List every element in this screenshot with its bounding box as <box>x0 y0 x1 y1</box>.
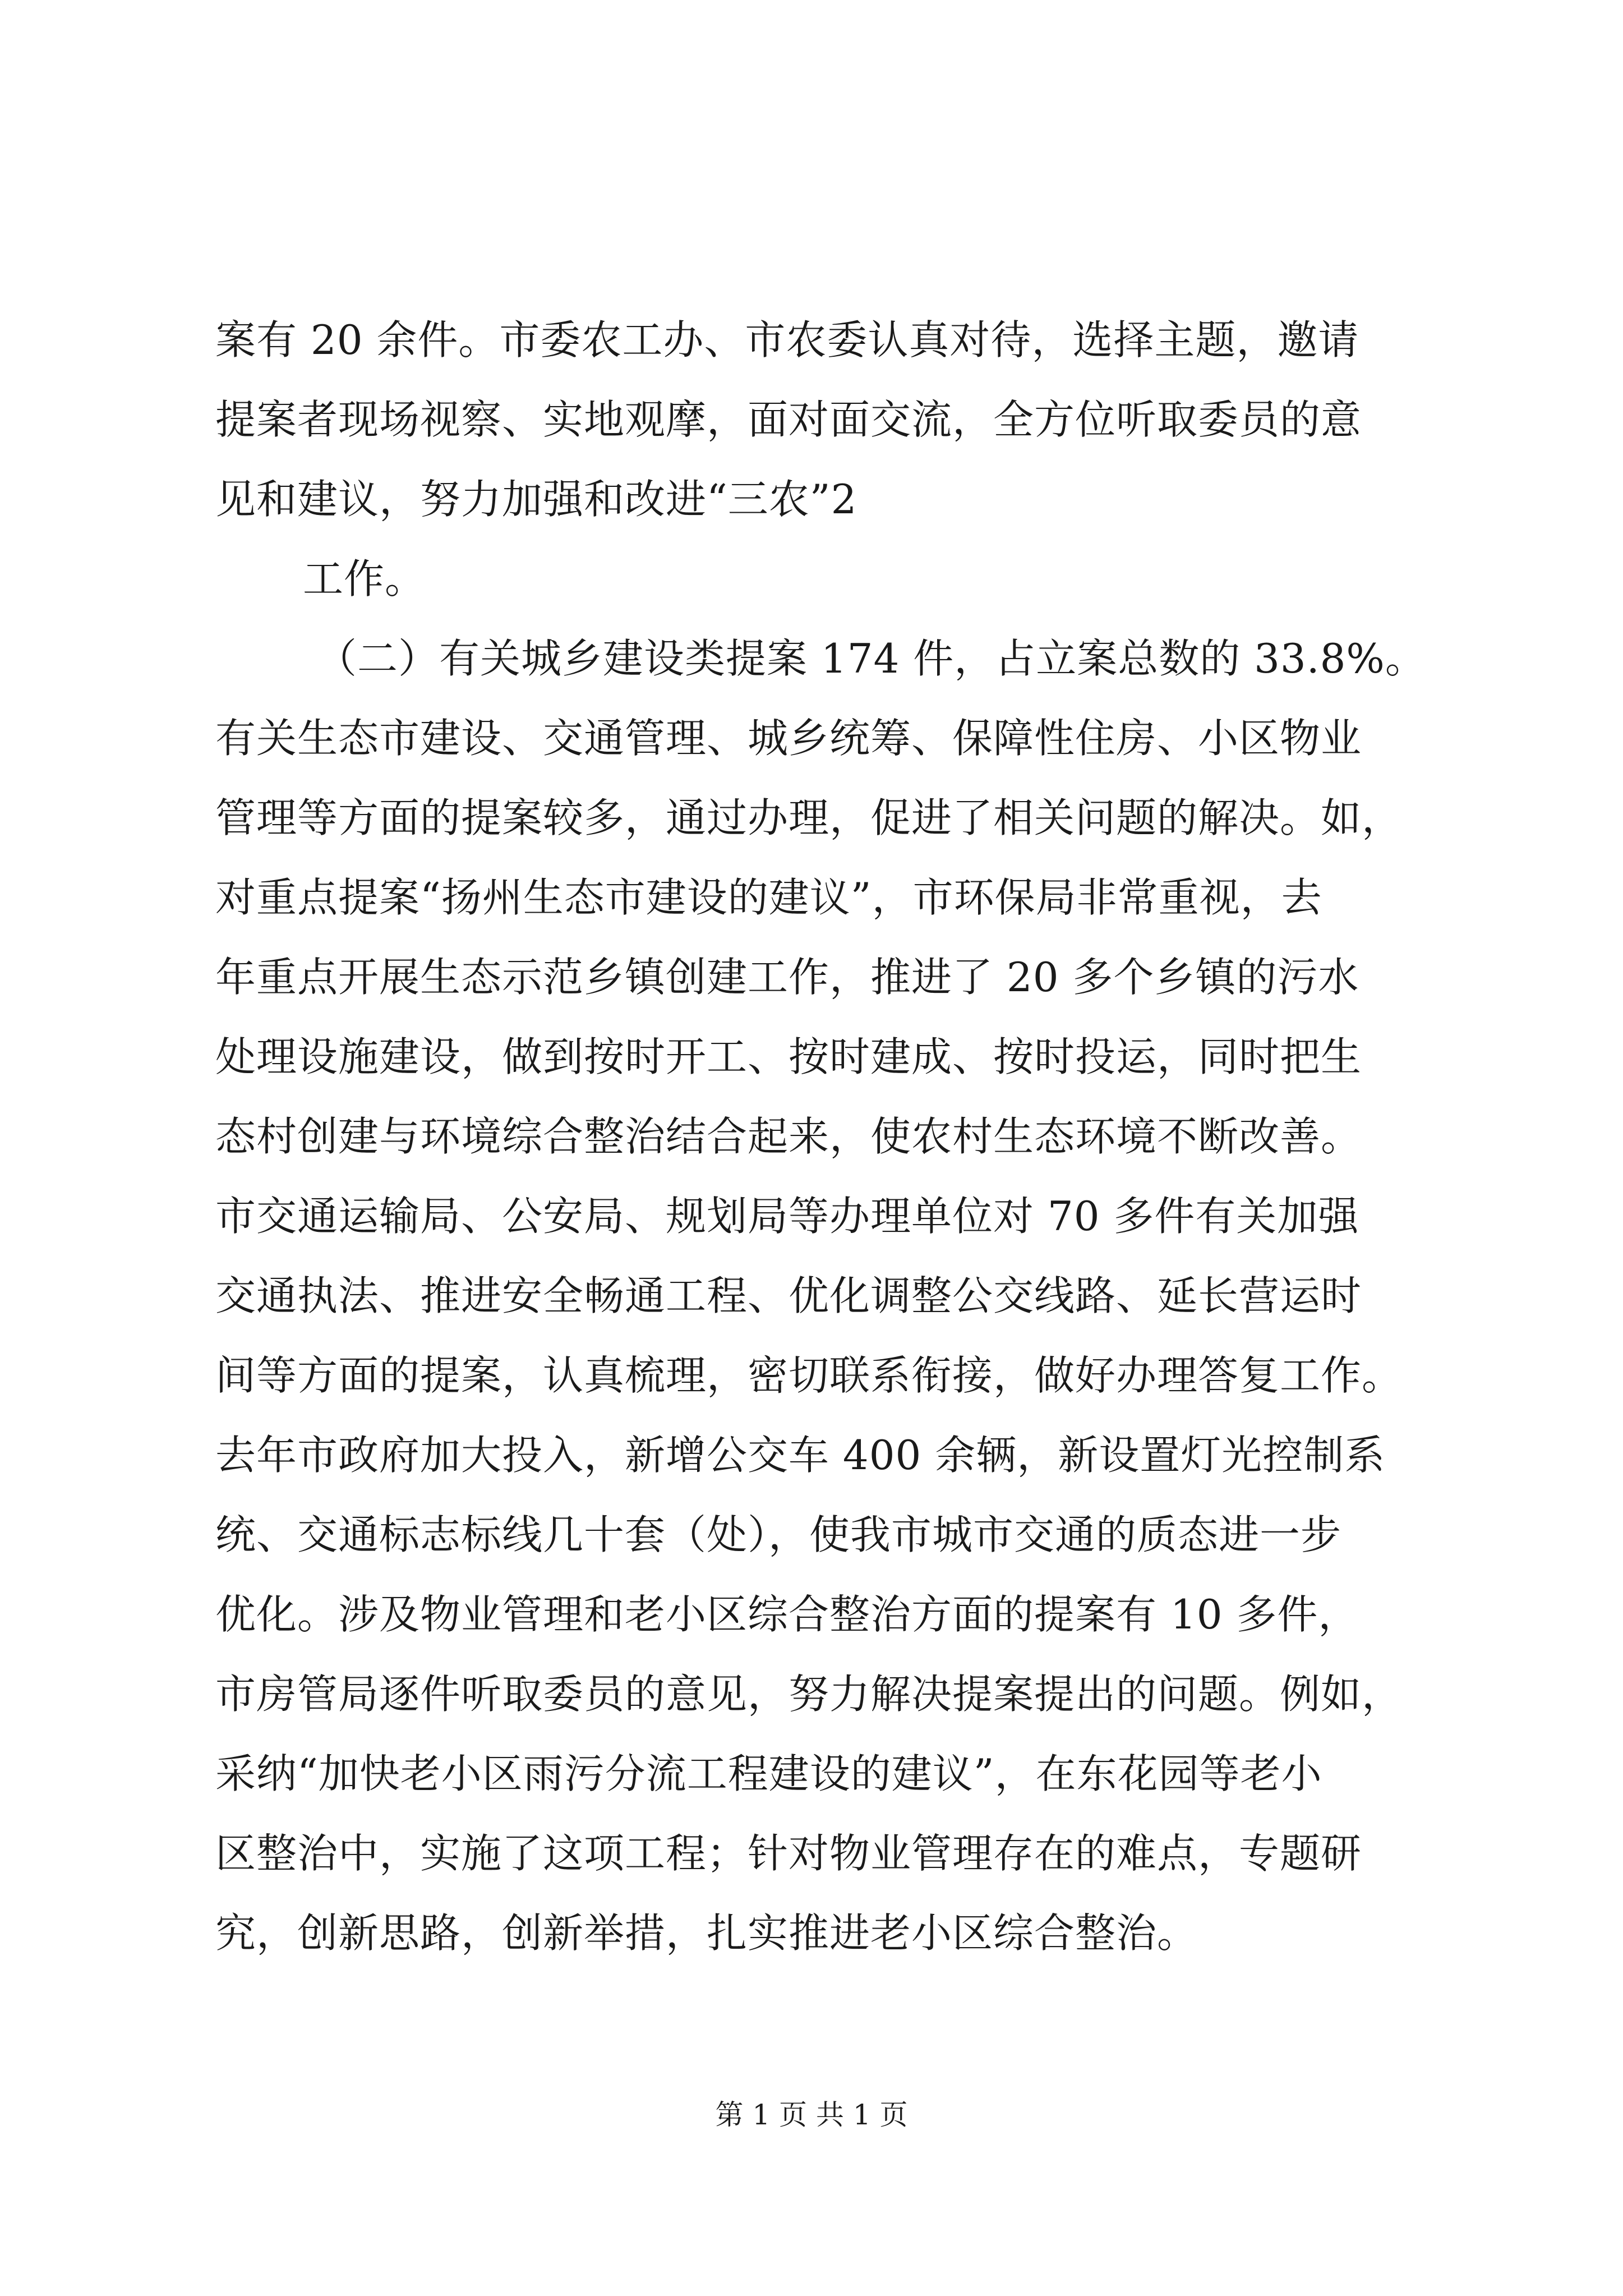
text-line: 有关生态市建设、交通管理、城乡统筹、保障性住房、小区物业 <box>215 715 1362 762</box>
text-line: 态村创建与环境综合整治结合起来，使农村生态环境不断改善。 <box>215 1113 1362 1160</box>
text-line: 案有 20 余件。市委农工办、市农委认真对待，选择主题，邀请 <box>215 316 1359 364</box>
section-heading-line: （二）有关城乡建设类提案 174 件，占立案总数的 33.8%。 <box>316 635 1426 682</box>
page-number-label: 第 1 页 共 1 页 <box>715 2099 908 2131</box>
text-line: 采纳“加快老小区雨污分流工程建设的建议”，在东花园等老小 <box>215 1750 1322 1797</box>
text-line: 管理等方面的提案较多，通过办理，促进了相关问题的解决。如， <box>215 794 1403 841</box>
document-body <box>215 300 1426 1973</box>
text-line: 提案者现场视察、实地观摩，面对面交流，全方位听取委员的意 <box>215 396 1362 443</box>
text-line: 交通执法、推进安全畅通工程、优化调整公交线路、延长营运时 <box>215 1272 1362 1319</box>
text-line: 统、交通标志标线几十套（处），使我市城市交通的质态进一步 <box>215 1511 1342 1558</box>
text-line: 间等方面的提案，认真梳理，密切联系衔接，做好办理答复工作。 <box>215 1352 1403 1399</box>
text-line: 优化。涉及物业管理和老小区综合整治方面的提案有 10 多件， <box>215 1591 1359 1638</box>
text-line: 处理设施建设，做到按时开工、按时建成、按时投运，同时把生 <box>215 1033 1362 1080</box>
text-line: 去年市政府加大投入，新增公交车 400 余辆，新设置灯光控制系 <box>215 1432 1386 1479</box>
text-line: 区整治中，实施了这项工程；针对物业管理存在的难点，专题研 <box>215 1830 1362 1877</box>
text-line: 年重点开展生态示范乡镇创建工作，推进了 20 多个乡镇的污水 <box>215 954 1359 1001</box>
page-footer <box>0 2098 1623 2132</box>
text-line: 对重点提案“扬州生态市建设的建议”，市环保局非常重视，去 <box>215 874 1322 921</box>
text-line: 究，创新思路，创新举措，扎实推进老小区综合整治。 <box>215 1910 1198 1957</box>
text-line: 工作。 <box>303 555 426 602</box>
text-line: 市交通运输局、公安局、规划局等办理单位对 70 多件有关加强 <box>215 1193 1359 1240</box>
text-line: 见和建议，努力加强和改进“三农”2 <box>215 476 857 523</box>
text-line: 市房管局逐件听取委员的意见，努力解决提案提出的问题。例如， <box>215 1671 1403 1718</box>
